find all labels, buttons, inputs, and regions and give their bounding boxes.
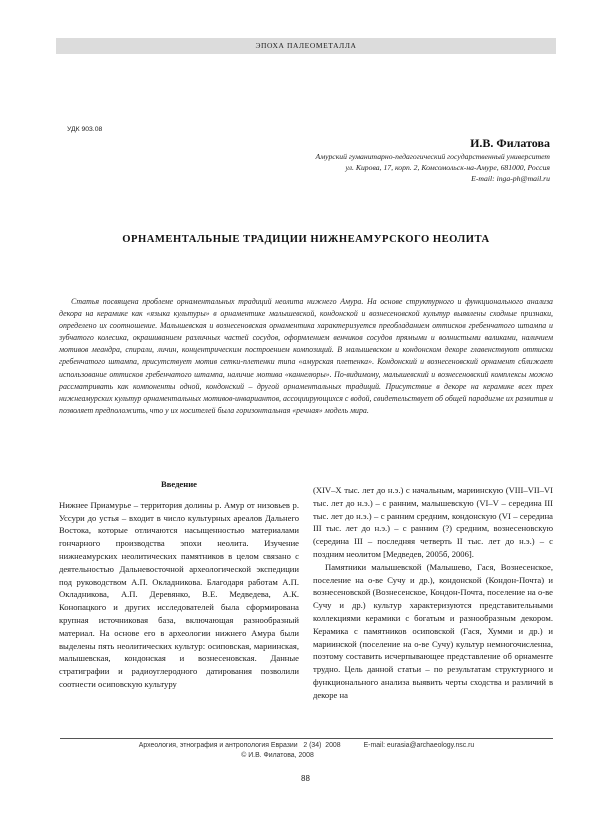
article-abstract: Статья посвящена проблеме орнаментальных традиций неолита нижнего Амура. На основе структурного и функционального анализа декора на керамике как «языка культуры» в орнаментике малышевской, кондонской и вознесеновской культур выявлены сходные признаки, определено их соотношение. Малышевская и вознесеновская орнаментика характеризуется преобладанием оттисков гребенчатого штампа и зубчатого колесика, окрашиванием различных частей сосудов, оформлением венчиков сосудов прямыми и волнистыми валиками, наличием мотивов меандра, спирали, личин, концентрическим построением композиций. В малышевском и кондонском декоре главенствуют оттиски гребенчатого штампа, присутствует мотив сетки-плетенки типа «амурская плетенка». Кондонский и вознесеновский орнамент сближает использование оттисков гребенчатого штампа, наличие мотива «каннелюры». По-видимому, малышевский и вознесеновский комплексы можно рассматривать как компоненты одной, кондонский – другой орнаментальных традиций. Присутствие в декоре на керамике всех трех нижнеамурских культур орнаментальных мотивов-инвариантов, ассоциирующихся с водой, свидетельствует об общей парадигме их развития и позволяет предположить, что у их носителей была горизонтальная «речная» модель мира. — [59, 297, 553, 415]
author-email[interactable]: E-mail: inga-ph@mail.ru — [471, 174, 550, 183]
body-column-left — [59, 478, 299, 691]
section-heading: Введение — [161, 479, 197, 489]
author-affiliation: Амурский гуманитарно-педагогический государственный университет — [315, 152, 550, 161]
body-paragraph: Нижнее Приамурье – территория долины р. Амур от низовьев р. Уссури до устья – входит в число культурных ареалов Дальнего Востока, которые отличаются насыщенностью материалами гончарного производства эпохи неолита. Изучение нижнеамурских неолитических памятников в целом связано с деятельностью Дальневосточной археологической экспедиции под руководством А.П. Окладникова. Благодаря работам А.П. Окладникова, А.П. Деревянко, В.Е. Медведева, А.К. Конопацкого и других исследователей была сформирована крупная источниковая база, включающая разнообразный материал. На основе его в археологии нижнего Амура были выделены пять неолитических культур: осиповская, мариинская, малышевская, кондонская и вознесеновская. Данные стратиграфии и радиоуглеродного датирования позволили соотнести осиповскую культуру — [59, 499, 299, 689]
page-number: 88 — [301, 774, 310, 783]
body-paragraph: (XIV–X тыс. лет до н.э.) с начальным, мариинскую (VIII–VII–VI тыс. лет до н.э.) – с ранним, малышевскую (VI–V – середина III тыс. лет до н.э.) – с ранним средним, кондонскую (VI – середина III тыс. лет до н.э.) – с ранним (?) средним, вознесеновскую (середина III – последняя четверть II тыс. лет до н.э.) – с поздним неолитом [Медведев, 2005б, 2006]. — [313, 485, 553, 559]
author-block — [230, 136, 550, 184]
journal-year: 2008 — [325, 742, 341, 749]
section-band: ЭПОХА ПАЛЕОМЕТАЛЛА — [56, 38, 556, 54]
author-name: И.В. Филатова — [470, 136, 550, 150]
body-paragraph: Памятники малышевской (Малышево, Гася, Вознесенское, поселение на о-ве Сучу и др.), кондонской (Кондон-Почта) и вознесеновской (Вознесенское, Кондон-Почта, поселение на о-ве Сучу и др.) культур характеризуются представительными коллекциями керамики с богатым и разнообразным декором. Керамика с памятников осиповской (Гася, Хумми и др.) и мариинской (поселение на о-ве Сучу) культур немногочисленна, поэтому составить исчерпывающее представление об орнаменте трудно. Цель данной статьи – по результатам структурного и функционального анализа выявить черты сходства и различий в декоре на — [313, 561, 553, 700]
body-column-right — [313, 484, 553, 702]
journal-email[interactable]: E-mail: eurasia@archaeology.nsc.ru — [363, 742, 475, 749]
journal-issue: 2 (34) — [303, 742, 322, 749]
footer-rule — [60, 738, 553, 739]
article-title: ОРНАМЕНТАЛЬНЫЕ ТРАДИЦИИ НИЖНЕАМУРСКОГО НЕОЛИТА — [122, 234, 490, 245]
page-footer — [60, 741, 553, 761]
udk-code: УДК 903.08 — [67, 126, 103, 133]
copyright: © И.В. Филатова, 2008 — [241, 752, 314, 759]
journal-name: Археология, этнография и антропология Евразии — [138, 742, 298, 749]
author-address: ул. Кирова, 17, корп. 2, Комсомольск-на-Амуре, 681000, Россия — [345, 163, 550, 172]
